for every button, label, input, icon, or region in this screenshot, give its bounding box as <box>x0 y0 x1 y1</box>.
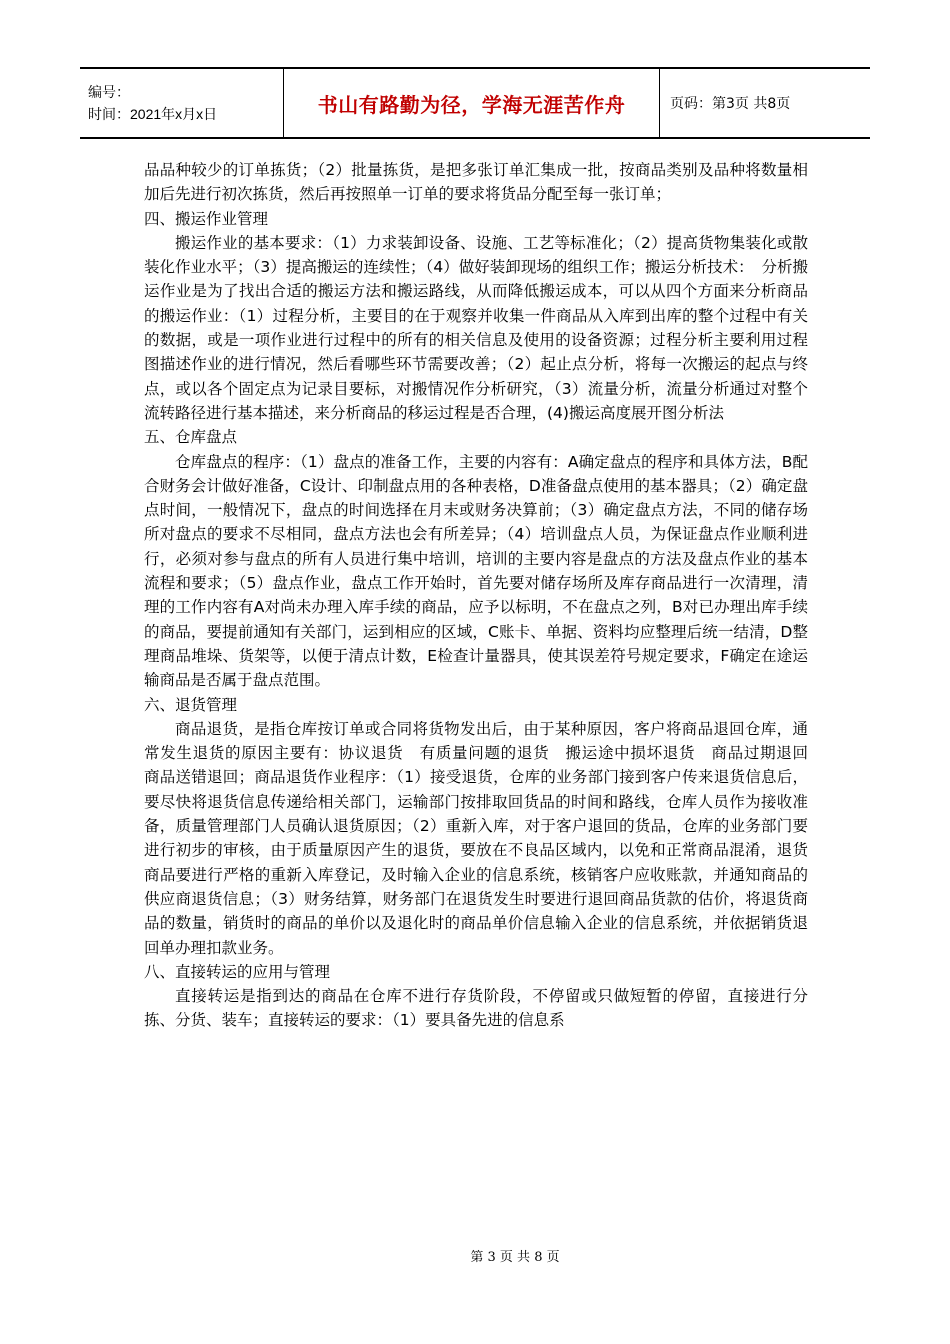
document-body <box>144 158 824 1033</box>
section-heading-returns: 六、退货管理 <box>144 695 238 714</box>
footer-page-number: 第 3 页 共 8 页 <box>470 1250 560 1265</box>
header-motto <box>284 69 660 137</box>
section-heading-inventory: 五、仓库盘点 <box>144 428 238 447</box>
page-footer <box>0 1246 950 1265</box>
page-info-text: 页码：第3页 共8页 <box>670 96 791 112</box>
motto-text: 书山有路勤为径，学海无涯苦作舟 <box>317 92 626 117</box>
paragraph-crossdock: 直接转运是指到达的商品在仓库不进行存货阶段，不停留或只做短暂的停留，直接进行分拣、分货、装车；直接转运的要求：（1）要具备先进的信息系 <box>144 987 808 1030</box>
paragraph-returns: 商品退货，是指仓库按订单或合同将货物发出后，由于某种原因，客户将商品退回仓库，通常发生退货的原因主要有：协议退货 有质量问题的退货 搬运途中损坏退货 商品过期退回 商品送错退回；商品退货作业程序：（1）接受退货，仓库的业务部门接到客户传来退货信息后，要尽快将退货信息传递给相关部门，运输部门按排取回货品的时间和路线，仓库人员作为接收准备，质量管理部门人员确认退货原因；（2）重新入库，对于客户退回的货品，仓库的业务部门要进行初步的审核，由于质量原因产生的退货，要放在不良品区域内，以免和正常商品混淆，退货商品要进行严格的重新入库登记，及时输入企业的信息系统，核销客户应收账款，并通知商品的供应商退货信息；（3）财务结算，财务部门在退货发生时要进行退回商品货款的估价，将退货商品的数量，销货时的商品的单价以及退化时的商品单价信息输入企业的信息系统，并依据销货退回单办理扣款业务。 <box>144 719 824 957</box>
paragraph-inventory: 仓库盘点的程序：（1）盘点的准备工作，主要的内容有：A确定盘点的程序和具体方法，B配合财务会计做好准备，C设计、印制盘点用的各种表格，D准备盘点使用的基本器具；（2）确定盘点时间，一般情况下，盘点的时间选择在月末或财务决算前；（3）确定盘点方法，不同的储存场所对盘点的要求不尽相同，盘点方法也会有所差异；（4）培训盘点人员，为保证盘点作业顺利进行，必须对参与盘点的所有人员进行集中培训，培训的主要内容是盘点的方法及盘点作业的基本流程和要求；（5）盘点作业，盘点工作开始时，首先要对储存场所及库存商品进行一次清理，清理的工作内容有A对尚未办理入库手续的商品，应予以标明，不在盘点之列，B对已办理出库手续的商品，要提前通知有关部门，运到相应的区域，C账卡、单据、资料均应整理后统一结清，D整理商品堆垛、货架等，以便于清点计数，E检查计量器具，使其误差符号规定要求，F确定在途运输商品是否属于盘点范围。 <box>144 452 808 690</box>
paragraph-handling: 搬运作业的基本要求：（1）力求装卸设备、设施、工艺等标准化；（2）提高货物集装化或散装化作业水平；（3）提高搬运的连续性；（4）做好装卸现场的组织工作；搬运分析技术： 分析搬运作业是为了找出合适的搬运方法和搬运路线，从而降低搬运成本，可以从四个方面来分析商品的搬运作业：（1）过程分析，主要目的在于观察并收集一件商品从入库到出库的整个过程中有关的数据，或是一项作业进行过程中的所有的相关信息及使用的设备资源；过程分析主要利用过程图描述作业的进行情况，然后看哪些环节需要改善；（2）起止点分析，将每一次搬运的起点与终点，或以各个固定点为记录目要标，对搬情况作分析研究，（3）流量分析，流量分析通过对整个流转路径进行基本描述，来分析商品的移运过程是否合理，(4)搬运高度展开图分析法 <box>144 233 808 422</box>
header-page-info <box>660 69 870 137</box>
document-date: 时间：2021年x月x日 <box>88 106 218 122</box>
section-heading-handling: 四、搬运作业管理 <box>144 209 269 228</box>
paragraph-continuation: 品品种较少的订单拣货；（2）批量拣货，是把多张订单汇集成一批，按商品类别及品种将数量相加后先进行初次拣货，然后再按照单一订单的要求将货品分配至每一张订单； <box>144 161 808 204</box>
document-number-label: 编号： <box>88 84 130 100</box>
header-meta <box>80 69 284 137</box>
section-heading-crossdock: 八、直接转运的应用与管理 <box>144 962 331 981</box>
page-header <box>80 67 870 139</box>
